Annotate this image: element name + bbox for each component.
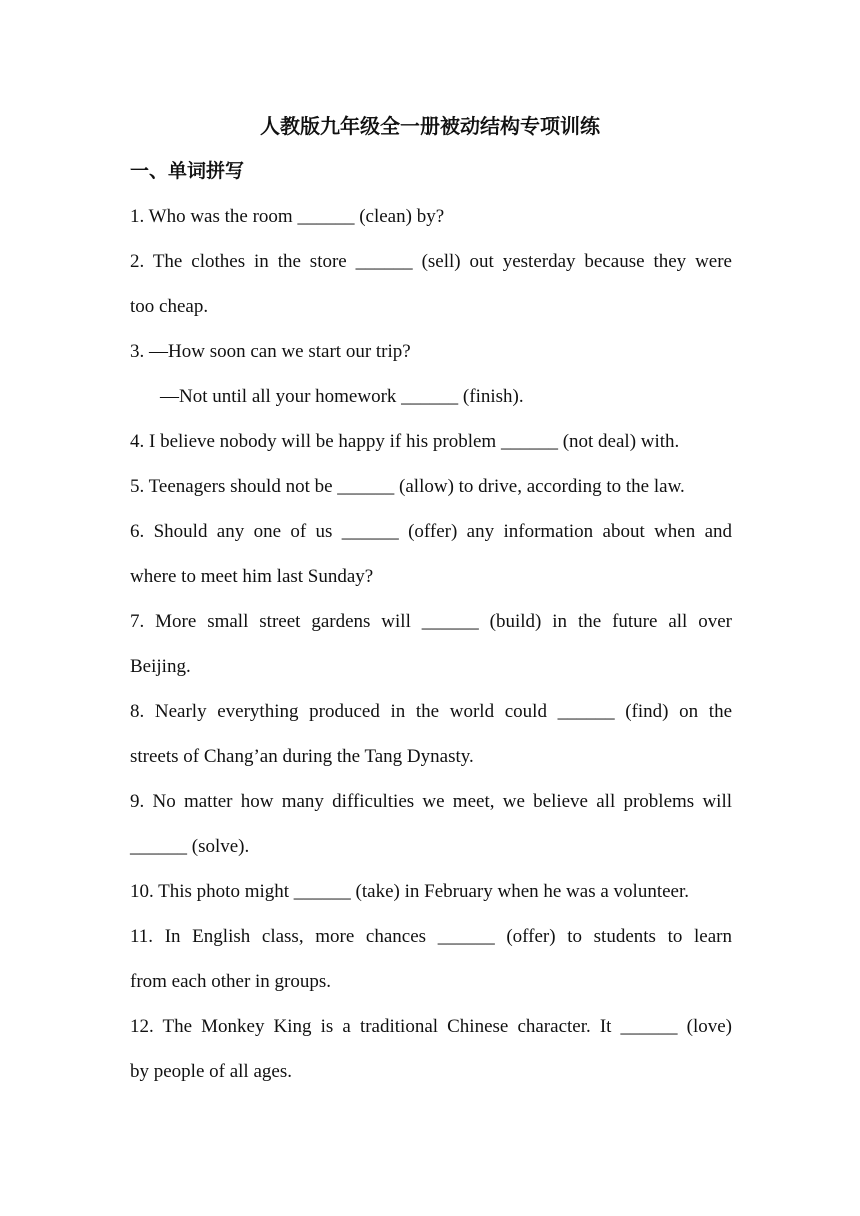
question-list [130, 202, 732, 1102]
question-line: Beijing. [130, 656, 191, 677]
question-line: 7. More small street gardens will ______ (build) in the future all over [130, 611, 732, 632]
question-line: 4. I believe nobody will be happy if his problem ______ (not deal) with. [130, 431, 680, 452]
section-heading: 一、单词拼写 [130, 161, 245, 182]
question-line: 11. In English class, more chances ______ (offer) to students to learn [130, 926, 732, 947]
question-line: by people of all ages. [130, 1061, 292, 1082]
question-line: 2. The clothes in the store ______ (sell) out yesterday because they were [130, 251, 732, 272]
question-line: —Not until all your homework ______ (finish). [160, 386, 524, 407]
question-line: 8. Nearly everything produced in the world could ______ (find) on the [130, 701, 732, 722]
question-line: where to meet him last Sunday? [130, 566, 374, 587]
question-line: ______ (solve). [130, 836, 250, 857]
question-line: 9. No matter how many difficulties we meet, we believe all problems will [130, 791, 732, 812]
question-line: 1. Who was the room ______ (clean) by? [130, 206, 445, 227]
question-line: too cheap. [130, 296, 209, 317]
question-line: streets of Chang’an during the Tang Dynasty. [130, 746, 474, 767]
question-line: 3. —How soon can we start our trip? [130, 341, 411, 362]
question-line: 5. Teenagers should not be ______ (allow) to drive, according to the law. [130, 476, 685, 497]
question-line: from each other in groups. [130, 971, 332, 992]
question-line: 12. The Monkey King is a traditional Chinese character. It ______ (love) [130, 1016, 732, 1037]
question-line: 10. This photo might ______ (take) in February when he was a volunteer. [130, 881, 689, 902]
question-line: 6. Should any one of us ______ (offer) any information about when and [130, 521, 732, 542]
document-title: 人教版九年级全一册被动结构专项训练 [260, 116, 600, 138]
